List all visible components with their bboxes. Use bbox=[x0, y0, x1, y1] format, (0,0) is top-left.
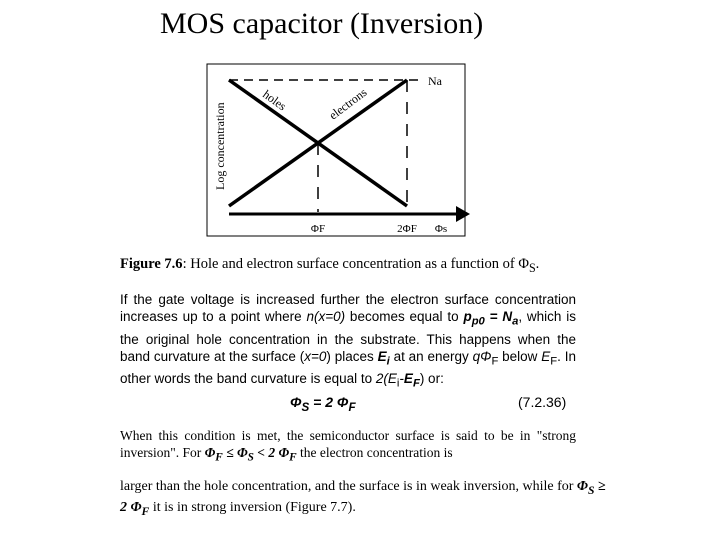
figure-caption-sub: S bbox=[528, 260, 536, 275]
text-run: it is in strong inversion (Figure 7.7). bbox=[149, 499, 356, 515]
math-run: n(x=0) bbox=[306, 309, 346, 324]
equation-strong-inversion bbox=[290, 393, 580, 417]
math-run: p bbox=[463, 309, 472, 324]
math-run: $\Phi_F \le \Phi_S < 2$ $\Phi_F$ bbox=[204, 445, 297, 464]
text-run: , which is the original hole concentration in the substrate. This happens when the band curvature at the surface ( bbox=[120, 309, 576, 364]
figure-caption-label: Figure 7.6 bbox=[120, 256, 183, 272]
math-sub: i bbox=[386, 355, 390, 368]
na-level-label: Na bbox=[428, 74, 442, 88]
figure-caption-end: . bbox=[535, 256, 540, 272]
math-sub: F bbox=[491, 355, 499, 368]
text-run: ) places bbox=[326, 348, 378, 364]
math-run: N bbox=[502, 309, 513, 324]
inversion-concentration-chart bbox=[0, 0, 720, 250]
x-tick-label-phi-f: ΦF bbox=[310, 223, 326, 235]
text-run: becomes equal to bbox=[345, 309, 464, 324]
math-run: x=0 bbox=[304, 348, 327, 364]
math-sub: F bbox=[412, 378, 420, 391]
x-tick-label-2phi-f: 2ΦF bbox=[397, 223, 417, 235]
electrons-series-label: electrons bbox=[326, 85, 370, 123]
text-run: If the gate voltage is increased further the electron surface concentration increases up to a point where bbox=[120, 292, 576, 324]
text-run: larger than the hole concentration, and the surface is in weak inversion, while for bbox=[120, 479, 577, 494]
math-sub: a bbox=[512, 315, 519, 328]
paragraph-inversion-condition bbox=[120, 291, 576, 393]
holes-series-label: holes bbox=[260, 87, 289, 114]
text-run: ) or: bbox=[419, 371, 444, 387]
x-axis-arrowhead bbox=[456, 206, 470, 222]
math-run: E bbox=[541, 348, 551, 364]
math-run: E bbox=[403, 371, 413, 387]
text-run: at an energy bbox=[389, 348, 473, 364]
text-run: the electron concentration is bbox=[296, 445, 453, 460]
math-sub: p0 bbox=[471, 315, 485, 328]
math-sub: i bbox=[396, 378, 400, 391]
paragraph-strong-inversion bbox=[120, 427, 576, 467]
text-run: . In other words the band curvature is equal to bbox=[120, 348, 576, 387]
math-run: 2(E bbox=[375, 371, 397, 387]
equation-number: (7.2.36) bbox=[518, 394, 567, 410]
math-sub: F bbox=[550, 355, 558, 368]
math-run: qΦ bbox=[472, 348, 492, 364]
figure-caption-text: : Hole and electron surface concentration as a function of Φ bbox=[182, 256, 529, 272]
y-axis-label: Log concentration bbox=[213, 102, 227, 190]
figure-caption bbox=[120, 255, 600, 277]
text-run: below bbox=[498, 348, 542, 364]
text-run: = bbox=[484, 309, 503, 324]
x-tick-label-phi-s: Φs bbox=[434, 223, 448, 235]
math-run: $\Phi_S \ge 2$ $\Phi_F$ bbox=[120, 479, 606, 518]
slide-title: MOS capacitor (Inversion) bbox=[160, 7, 484, 40]
paragraph-weak-inversion bbox=[120, 478, 612, 520]
equation-lhs: $\Phi_S = 2$ $\Phi_F$ bbox=[290, 394, 356, 414]
math-run: E bbox=[377, 348, 387, 364]
text-run: - bbox=[399, 371, 404, 387]
text-run: When this condition is met, the semiconductor surface is said to be in "strong inversion". For bbox=[120, 428, 576, 460]
